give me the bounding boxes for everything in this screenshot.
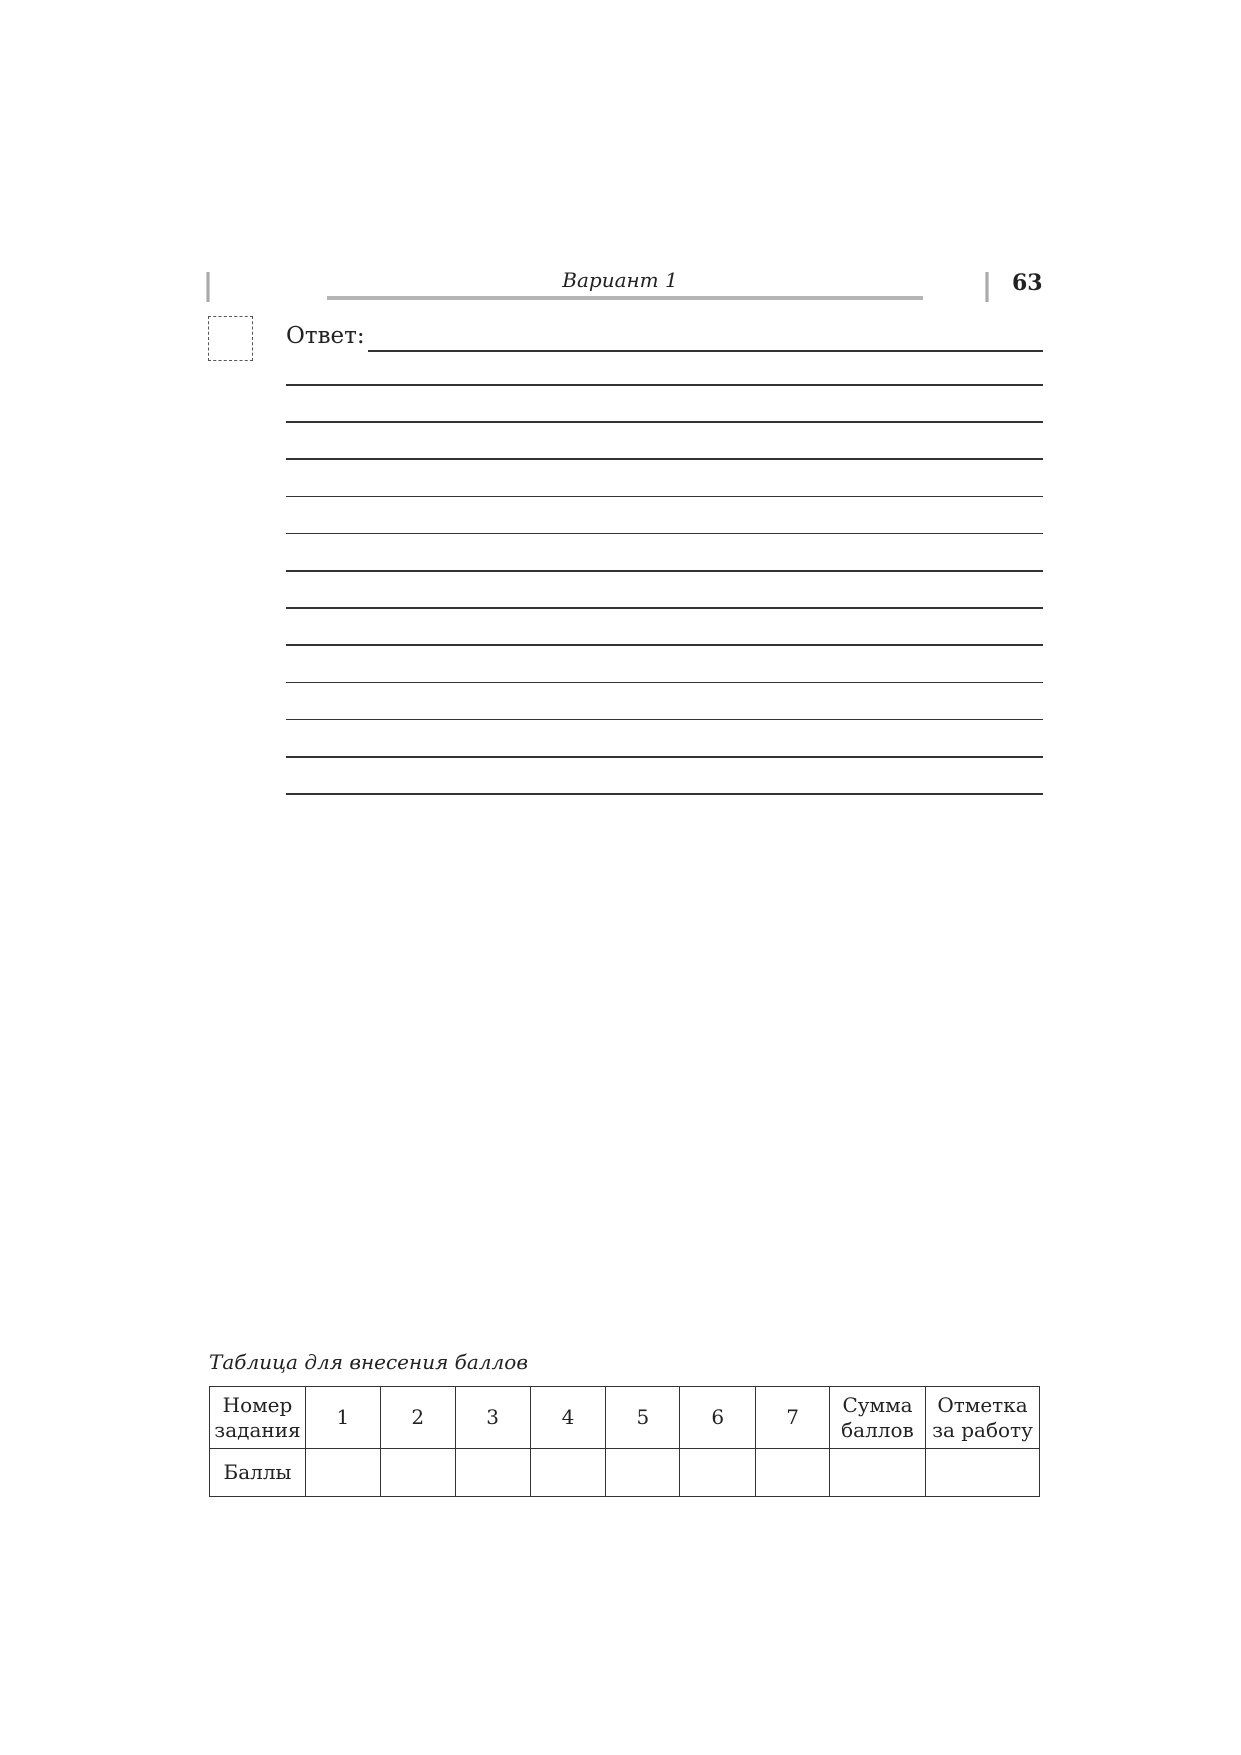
task-7: 7: [756, 1387, 830, 1449]
task-5: 5: [606, 1387, 680, 1449]
variant-title: Вариант 1: [562, 268, 678, 292]
sum-header: Сумма баллов: [830, 1387, 926, 1449]
left-margin-bar: [206, 272, 210, 302]
task-number-header: Номер задания: [210, 1387, 306, 1449]
score-cell[interactable]: [305, 1449, 380, 1497]
right-margin-bar: [985, 272, 989, 302]
score-table: [209, 1386, 1040, 1497]
grade-cell[interactable]: [925, 1449, 1039, 1497]
task-2: 2: [380, 1387, 455, 1449]
scores-row: [210, 1449, 1040, 1497]
answer-line[interactable]: [286, 458, 1043, 460]
task-3: 3: [455, 1387, 530, 1449]
answer-line[interactable]: [286, 719, 1043, 721]
answer-line[interactable]: [286, 793, 1043, 795]
score-cell[interactable]: [380, 1449, 455, 1497]
page-number: 63: [1012, 270, 1043, 296]
task-6: 6: [680, 1387, 756, 1449]
sum-cell[interactable]: [830, 1449, 926, 1497]
score-cell[interactable]: [530, 1449, 606, 1497]
answer-line[interactable]: [286, 756, 1043, 758]
scores-label: Баллы: [210, 1449, 306, 1497]
answer-line[interactable]: [286, 533, 1043, 535]
answer-line[interactable]: [286, 570, 1043, 572]
answer-line[interactable]: [286, 384, 1043, 386]
header-rule: [327, 296, 923, 300]
answer-line[interactable]: [368, 350, 1043, 352]
answer-line[interactable]: [286, 682, 1043, 684]
table-title: Таблица для внесения баллов: [209, 1350, 528, 1374]
answer-line[interactable]: [286, 644, 1043, 646]
answer-line[interactable]: [286, 421, 1043, 423]
score-cell[interactable]: [455, 1449, 530, 1497]
score-cell[interactable]: [606, 1449, 680, 1497]
task-1: 1: [305, 1387, 380, 1449]
answer-line[interactable]: [286, 496, 1043, 498]
score-cell[interactable]: [756, 1449, 830, 1497]
table-header-row: [210, 1387, 1040, 1449]
grade-header: Отметка за работу: [925, 1387, 1039, 1449]
answer-line[interactable]: [286, 607, 1043, 609]
score-box[interactable]: [208, 316, 253, 361]
answer-label: Ответ:: [286, 323, 365, 349]
score-cell[interactable]: [680, 1449, 756, 1497]
task-4: 4: [530, 1387, 606, 1449]
